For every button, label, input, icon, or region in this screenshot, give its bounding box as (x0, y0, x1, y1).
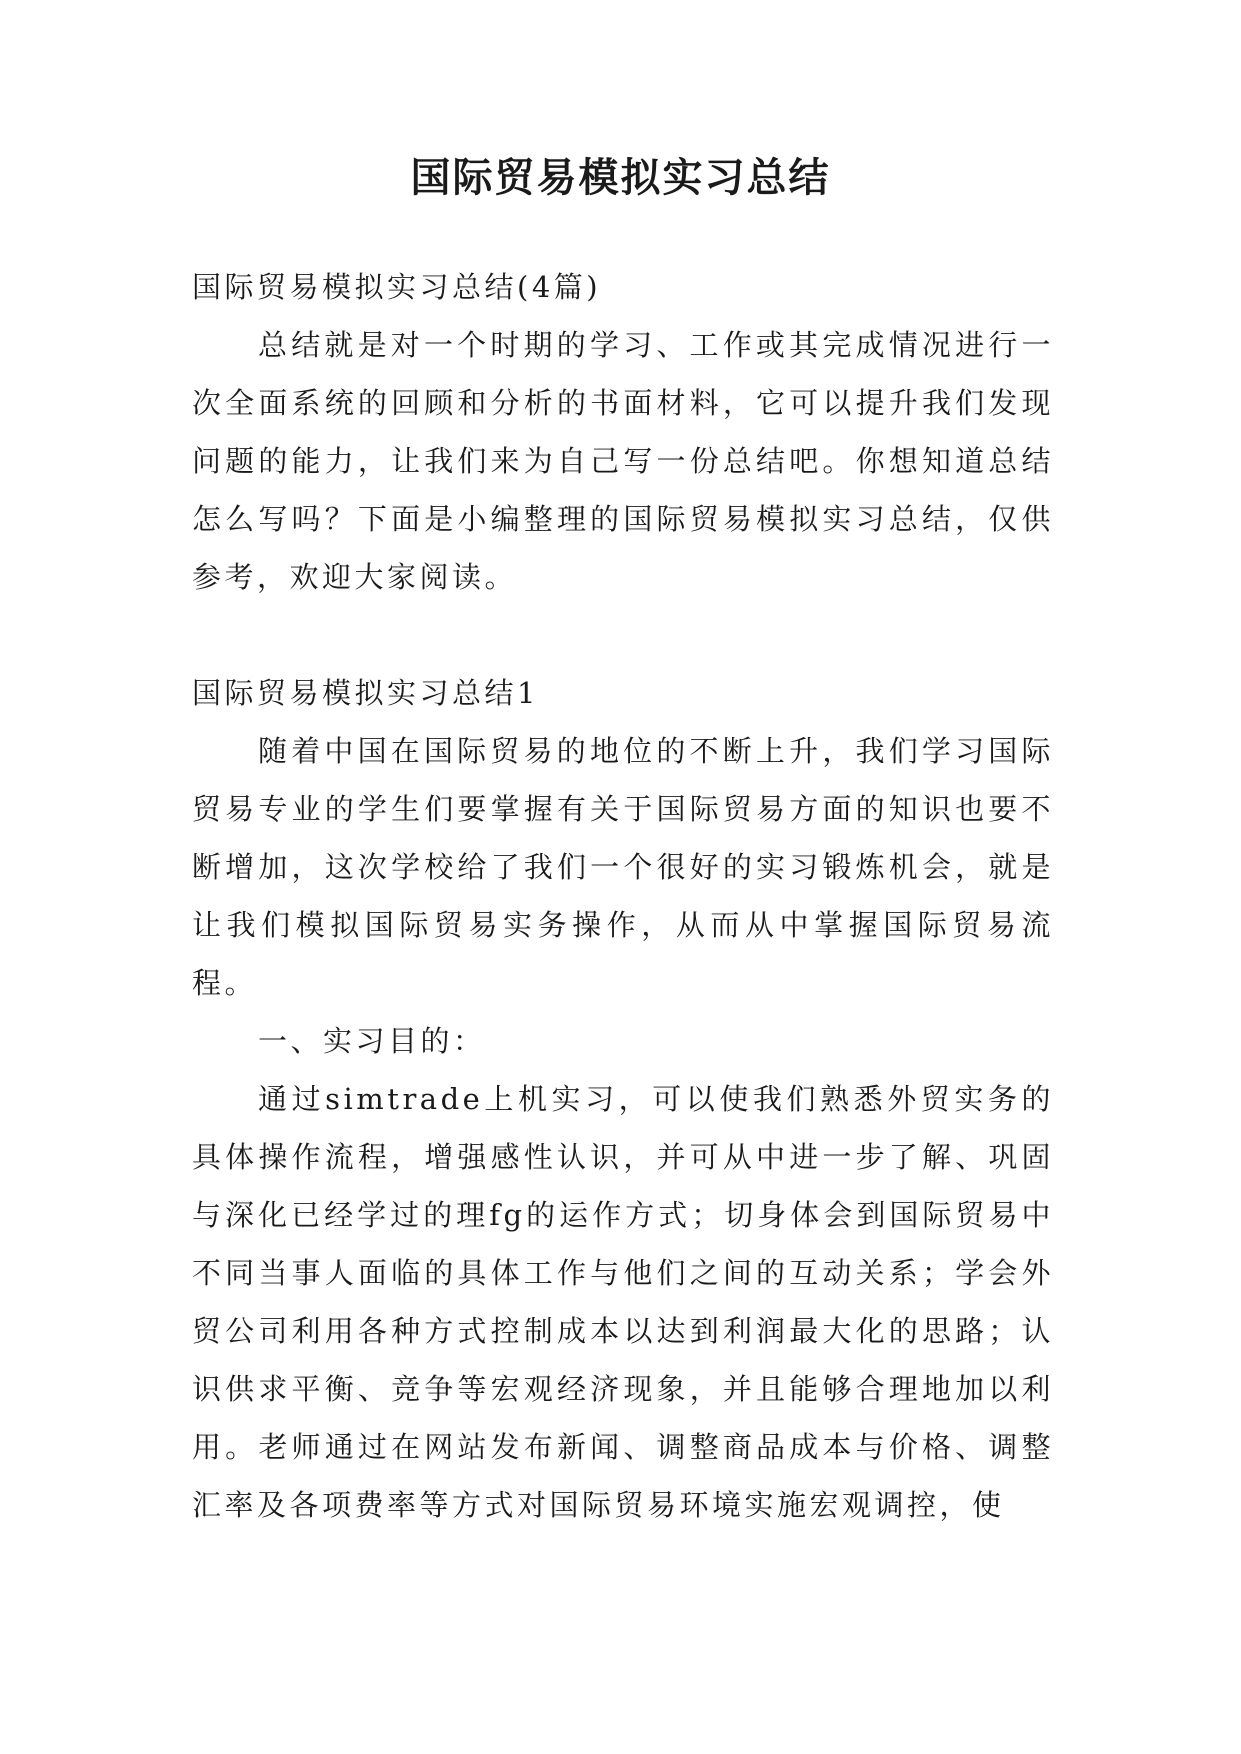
section-heading: 国际贸易模拟实习总结1 (192, 676, 539, 710)
document-title: 国际贸易模拟实习总结 (410, 154, 831, 201)
body-paragraph: 通过simtrade上机实习，可以使我们熟悉外贸实务的具体操作流程，增强感性认识，并可从中进一步了解、巩固与深化已经学过的理fg的运作方式；切身体会到国际贸易中不同当事人面临的具体工作与他们之间的互动关系；学会外贸公司利用各种方式控制成本以达到利润最大化的思路；认识供求平衡、竞争等宏观经济现象，并且能够合理地加以利用。老师通过在网站发布新闻、调整商品成本与价格、调整汇率及各项费率等方式对国际贸易环境实施宏观调控，使 (192, 1082, 1054, 1522)
subtitle-line: 国际贸易模拟实习总结(4篇) (192, 270, 602, 304)
paragraph-gap (192, 606, 1054, 664)
body-paragraph: 随着中国在国际贸易的地位的不断上升，我们学习国际贸易专业的学生们要掌握有关于国际贸易方面的知识也要不断增加，这次学校给了我们一个很好的实习锻炼机会，就是让我们模拟国际贸易实务操作，从而从中掌握国际贸易流程。 (192, 734, 1054, 1000)
subsection-heading: 一、实习目的： (258, 1024, 486, 1058)
document-body (192, 258, 1054, 1534)
intro-paragraph: 总结就是对一个时期的学习、工作或其完成情况进行一次全面系统的回顾和分析的书面材料，它可以提升我们发现问题的能力，让我们来为自己写一份总结吧。你想知道总结怎么写吗？下面是小编整理的国际贸易模拟实习总结，仅供参考，欢迎大家阅读。 (192, 328, 1054, 594)
